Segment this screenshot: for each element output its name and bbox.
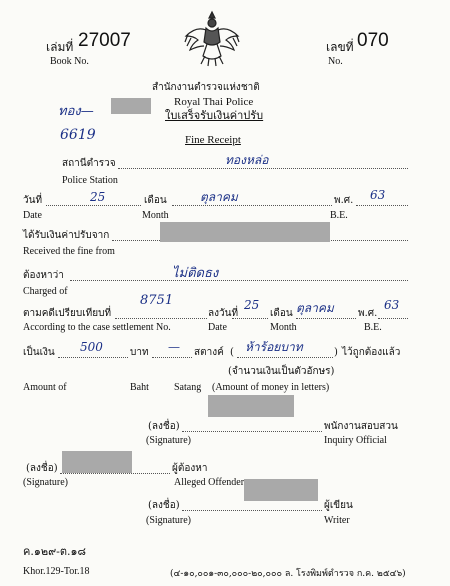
case-month-dotted-line	[296, 318, 356, 319]
month-dotted-line	[172, 205, 332, 206]
be-dotted-line	[356, 205, 408, 206]
charged-label-th: ต้องหาว่า	[23, 270, 64, 281]
case-month-value[interactable]: ตุลาคม	[296, 301, 334, 315]
offender-label-th: ผู้ต้องหา	[172, 463, 208, 474]
date-day-value[interactable]: 25	[90, 190, 106, 204]
received-from-label-th: ได้รับเงินค่าปรับจาก	[23, 230, 110, 241]
redacted-offender-signature	[62, 451, 132, 473]
writer-sign-label-th: (ลงชื่อ)	[148, 500, 180, 511]
case-month-label-en: Month	[270, 322, 297, 333]
receipt-number: 070	[357, 30, 389, 51]
form-code-en: Khor.129-Tor.18	[23, 566, 90, 577]
station-label-th: สถานีตำรวจ	[62, 158, 116, 169]
offender-label-en: Alleged Offender	[174, 477, 245, 488]
satang-label-en: Satang	[174, 382, 202, 393]
inquiry-sign-label-en: (Signature)	[146, 435, 191, 446]
be-label-th: พ.ศ.	[334, 195, 354, 206]
writer-label-th: ผู้เขียน	[324, 500, 353, 511]
writer-sign-label-en: (Signature)	[146, 515, 191, 526]
station-value[interactable]: ทองหล่อ	[225, 153, 269, 167]
book-number-label-en: Book No.	[50, 56, 89, 67]
document-title-en: Fine Receipt	[185, 134, 241, 146]
amount-close-paren: )	[334, 347, 338, 358]
date-dotted-line	[46, 205, 141, 206]
agency-name-en: Royal Thai Police	[174, 96, 254, 108]
received-from-label-en: Received the fine from	[23, 246, 115, 257]
amount-dotted-line	[58, 357, 128, 358]
redacted-block-top	[111, 98, 151, 114]
charge-value[interactable]: ไม่ติดธง	[172, 266, 219, 281]
date-month-value[interactable]: ตุลาคม	[200, 190, 238, 204]
baht-dotted-line	[152, 357, 192, 358]
case-day-value[interactable]: 25	[244, 298, 260, 312]
case-date-label-th: ลงวันที่	[208, 308, 239, 319]
amount-label-th: เป็นเงิน	[23, 347, 55, 358]
case-label-th: ตามคดีเปรียบเทียบที่	[23, 308, 112, 319]
amount-label-en: Amount of	[23, 382, 67, 393]
amount-words-label-th: (จำนวนเงินเป็นตัวอักษร)	[228, 366, 335, 377]
case-be-label-th: พ.ศ.	[358, 308, 378, 319]
agency-name-th: สำนักงานตำรวจแห่งชาติ	[152, 82, 260, 93]
date-label-th: วันที่	[23, 195, 43, 206]
inquiry-sign-label-th: (ลงชื่อ)	[148, 421, 180, 432]
book-number-label-th: เล่มที่	[46, 40, 74, 54]
month-label-th: เดือน	[144, 195, 167, 206]
receipt-number-label-th: เลขที่	[326, 40, 354, 54]
case-date-dotted-line	[232, 318, 268, 319]
receipt-number-label-en: No.	[328, 56, 343, 67]
handwritten-note-top: ทอง—	[58, 104, 94, 119]
offender-sign-dotted-line	[60, 473, 170, 474]
amount-words-label-en: (Amount of money in letters)	[212, 382, 330, 393]
case-month-label-th: เดือน	[270, 308, 293, 319]
case-number-value[interactable]: 8751	[140, 293, 174, 308]
amount-words-dotted-line	[237, 357, 333, 358]
document-title-th: ใบเสร็จรับเงินค่าปรับ	[165, 109, 264, 122]
case-be-label-en: B.E.	[364, 322, 382, 333]
be-label-en: B.E.	[330, 210, 348, 221]
baht-label-en: Baht	[130, 382, 149, 393]
writer-sign-dotted-line	[182, 510, 322, 511]
month-label-en: Month	[142, 210, 169, 221]
book-number: 27007	[78, 30, 131, 51]
received-correct-label-th: ไว้ถูกต้องแล้ว	[342, 347, 401, 358]
redacted-name	[160, 222, 330, 242]
case-date-label-en: Date	[208, 322, 227, 333]
amount-open-paren: (	[230, 347, 234, 358]
inquiry-official-label-th: พนักงานสอบสวน	[324, 421, 398, 432]
offender-sign-label-th: (ลงชื่อ)	[26, 463, 58, 474]
amount-baht-value[interactable]: 500	[80, 340, 103, 354]
inquiry-sign-dotted-line	[182, 431, 322, 432]
case-year-value[interactable]: 63	[384, 298, 400, 312]
case-label-en: According to the case settlement No.	[23, 322, 171, 333]
case-dotted-line	[115, 318, 207, 319]
satang-label-th: สตางค์	[194, 347, 224, 358]
date-label-en: Date	[23, 210, 42, 221]
amount-words-value[interactable]: ห้าร้อยบาท	[245, 340, 303, 354]
printer-note: (๔-๑๐,๐๐๑-๓๐,๐๐๐-๒๐,๐๐๐ ล. โรงพิมพ์ตำรวจ ก.ค. ๒๕๔๖)	[170, 569, 406, 579]
redacted-inquiry-signature	[208, 395, 294, 417]
charged-dotted-line	[70, 280, 408, 281]
offender-sign-label-en: (Signature)	[23, 477, 68, 488]
baht-label-th: บาท	[130, 347, 149, 358]
handwritten-note-number: 6619	[60, 127, 96, 143]
station-label-en: Police Station	[62, 175, 118, 186]
garuda-emblem-icon	[181, 8, 243, 70]
writer-label-en: Writer	[324, 515, 350, 526]
form-code-th: ค.๑๒๙-ต.๑๘	[23, 545, 86, 558]
satang-value[interactable]: —	[168, 340, 180, 354]
charged-label-en: Charged of	[23, 286, 68, 297]
inquiry-official-label-en: Inquiry Official	[324, 435, 387, 446]
date-year-value[interactable]: 63	[370, 188, 386, 202]
case-be-dotted-line	[378, 318, 408, 319]
redacted-writer-signature	[244, 479, 318, 501]
